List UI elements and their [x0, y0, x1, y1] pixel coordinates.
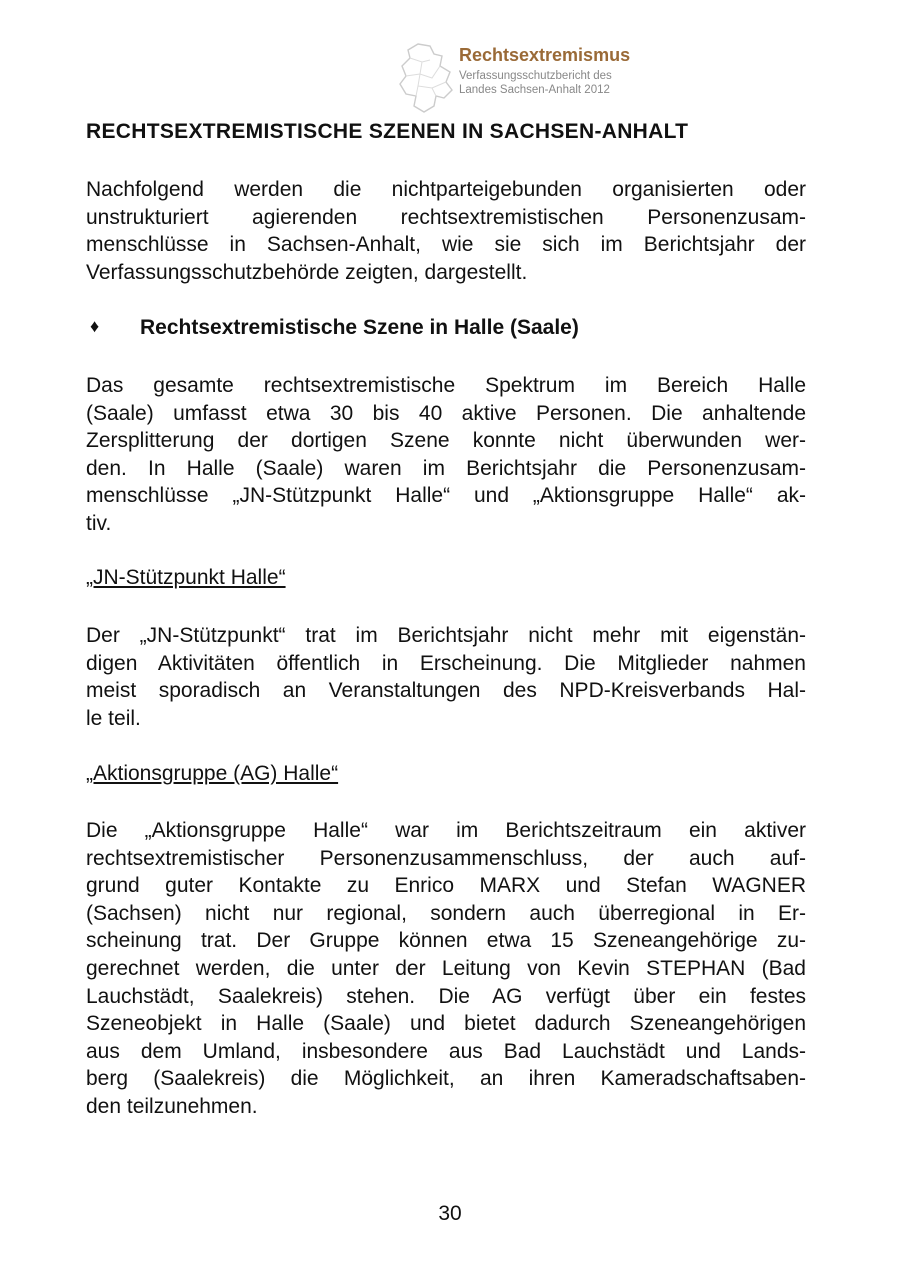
text-line: meist sporadisch an Veranstaltungen des NPD-Kreisverbands Hal-	[86, 679, 806, 703]
text-line: Das gesamte rechtsextremistische Spektrum im Bereich Halle	[86, 374, 806, 397]
brand-subtitle-line: Landes Sachsen-Anhalt 2012	[459, 84, 610, 96]
text-line: le teil.	[86, 706, 141, 730]
brand-subtitle	[459, 69, 612, 97]
jn-paragraph	[86, 622, 806, 732]
text-line: Die „Aktionsgruppe Halle“ war im Berichtszeitraum ein aktiver	[86, 819, 806, 842]
text-line: Nachfolgend werden die nichtparteigebunden organisierten oder	[86, 178, 806, 201]
text-line: Der „JN-Stützpunkt“ trat im Berichtsjahr nicht mehr mit eigenstän-	[86, 624, 806, 647]
text-line: menschlüsse „JN-Stützpunkt Halle“ und „Aktionsgruppe Halle“ ak-	[86, 484, 806, 508]
text-line: scheinung trat. Der Gruppe können etwa 15 Szeneangehörige zu-	[86, 929, 806, 953]
brand-title: Rechtsextremismus	[459, 45, 631, 65]
brand-subtitle-line: Verfassungsschutzbericht des	[459, 70, 612, 82]
section-heading-text: Rechtsextremistische Szene in Halle (Saale)	[140, 316, 579, 339]
text-line: rechtsextremistischer Personenzusammenschluss, der auch auf-	[86, 846, 806, 870]
diamond-bullet-icon: ♦	[90, 316, 100, 336]
text-line: gerechnet werden, die unter der Leitung von Kevin STEPHAN (Bad	[86, 956, 806, 980]
text-line: den teilzunehmen.	[86, 1094, 258, 1118]
sachsen-anhalt-map-logo	[396, 42, 456, 114]
text-line: Szeneobjekt in Halle (Saale) und bietet dadurch Szeneangehörigen	[86, 1012, 806, 1036]
text-line: menschlüsse in Sachsen-Anhalt, wie sie sich im Berichtsjahr der	[86, 233, 806, 257]
text-line: (Saale) umfasst etwa 30 bis 40 aktive Personen. Die anhaltende	[86, 401, 806, 425]
text-line: (Sachsen) nicht nur regional, sondern auch überregional in Er-	[86, 901, 806, 925]
text-line: Zersplitterung der dortigen Szene konnte nicht überwunden wer-	[86, 429, 806, 453]
text-line: tiv.	[86, 511, 112, 535]
page-number: 30	[438, 1202, 462, 1225]
ag-paragraph	[86, 817, 806, 1121]
text-line: digen Aktivitäten öffentlich in Erscheinung. Die Mitglieder nahmen	[86, 651, 806, 675]
intro-paragraph	[86, 176, 806, 286]
text-line: Lauchstädt, Saalekreis) stehen. Die AG verfügt über ein festes	[86, 984, 806, 1008]
page-title: RECHTSEXTREMISTISCHE SZENEN IN SACHSEN-ANHALT	[86, 120, 689, 143]
text-line: Verfassungsschutzbehörde zeigten, dargestellt.	[86, 260, 528, 284]
ag-subheading: „Aktionsgruppe (AG) Halle“	[86, 762, 339, 785]
halle-paragraph	[86, 372, 806, 538]
jn-subheading: „JN-Stützpunkt Halle“	[86, 566, 286, 589]
text-line: grund guter Kontakte zu Enrico MARX und Stefan WAGNER	[86, 874, 806, 898]
text-line: aus dem Umland, insbesondere aus Bad Lauchstädt und Lands-	[86, 1039, 806, 1063]
text-line: den. In Halle (Saale) waren im Berichtsjahr die Personenzusam-	[86, 456, 806, 480]
text-line: unstrukturiert agierenden rechtsextremistischen Personenzusam-	[86, 205, 806, 229]
text-line: berg (Saalekreis) die Möglichkeit, an ihren Kameradschaftsaben-	[86, 1067, 806, 1091]
